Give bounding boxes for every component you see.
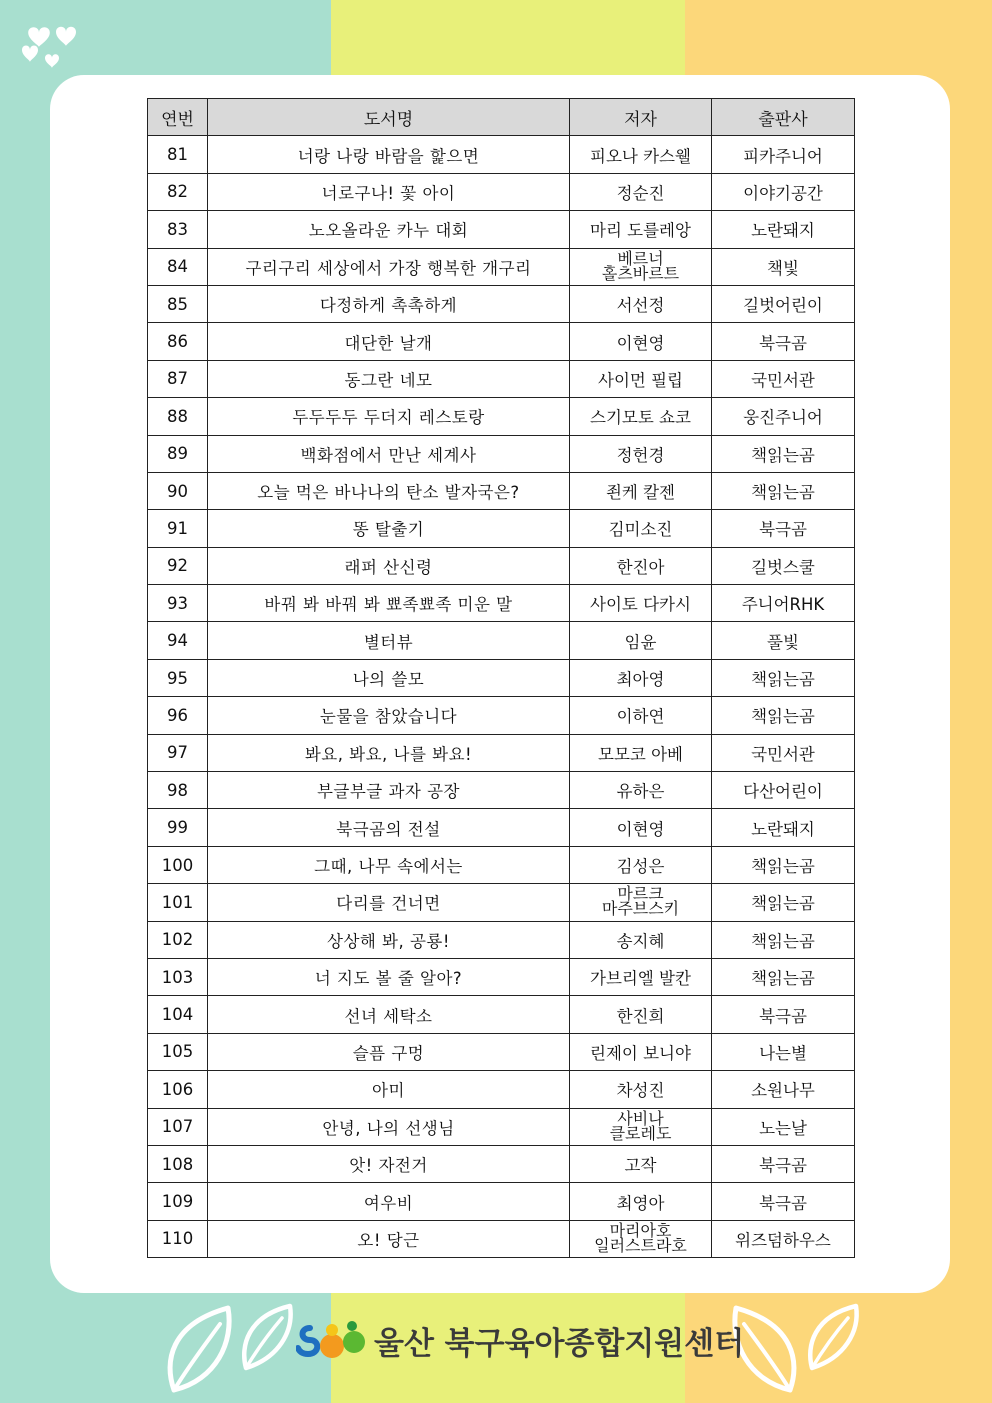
- cell-author: 최아영: [570, 659, 712, 696]
- heart-cluster-icon: [16, 20, 82, 76]
- table-row: [148, 510, 855, 547]
- cell-publisher: 이야기공간: [712, 173, 855, 210]
- cell-publisher: 노는날: [712, 1108, 855, 1145]
- cell-author: 이현영: [570, 323, 712, 360]
- cell-author: 린제이 보니야: [570, 1033, 712, 1070]
- cell-number: 102: [148, 921, 208, 958]
- cell-publisher: 책읽는곰: [712, 958, 855, 995]
- cell-number: 92: [148, 547, 208, 584]
- cell-publisher: 책읽는곰: [712, 659, 855, 696]
- header-book-title: 도서명: [208, 99, 570, 136]
- cell-author: 김성은: [570, 846, 712, 883]
- table-row: [148, 547, 855, 584]
- cell-number: 83: [148, 211, 208, 248]
- cell-publisher: 웅진주니어: [712, 398, 855, 435]
- cell-author: 마리 도를레앙: [570, 211, 712, 248]
- cell-number: 84: [148, 248, 208, 285]
- cell-author-text: 사비나 클로레도: [609, 1108, 672, 1143]
- cell-author: 가브리엘 발칸: [570, 958, 712, 995]
- cell-publisher: 책읽는곰: [712, 921, 855, 958]
- leaf-outline-icon: [238, 1302, 296, 1372]
- header-author: 저자: [570, 99, 712, 136]
- table-row: [148, 846, 855, 883]
- cell-book-title: 선녀 세탁소: [208, 996, 570, 1033]
- cell-publisher: 주니어RHK: [712, 585, 855, 622]
- cell-publisher: 책읽는곰: [712, 697, 855, 734]
- cell-author-text: 마르크 마주브스키: [601, 884, 680, 919]
- cell-publisher: 책빛: [712, 248, 855, 285]
- table-row: [148, 772, 855, 809]
- table-row: [148, 1108, 855, 1145]
- cell-book-title: 똥 탈출기: [208, 510, 570, 547]
- cell-author: 한진아: [570, 547, 712, 584]
- cell-author: 임윤: [570, 622, 712, 659]
- cell-publisher: 길벗어린이: [712, 285, 855, 322]
- table-row: [148, 884, 855, 921]
- cell-publisher: 피카주니어: [712, 136, 855, 173]
- cell-publisher: 노란돼지: [712, 211, 855, 248]
- cell-number: 110: [148, 1220, 208, 1257]
- cell-publisher: 책읽는곰: [712, 884, 855, 921]
- cell-number: 105: [148, 1033, 208, 1070]
- cell-number: 91: [148, 510, 208, 547]
- cell-number: 99: [148, 809, 208, 846]
- cell-book-title: 바꿔 봐 바꿔 봐 뾰족뾰족 미운 말: [208, 585, 570, 622]
- organization-logo: [296, 1318, 744, 1362]
- leaf-outline-icon: [160, 1302, 236, 1394]
- table-row: [148, 248, 855, 285]
- cell-publisher: 소원나무: [712, 1071, 855, 1108]
- cell-author: 김미소진: [570, 510, 712, 547]
- cell-number: 100: [148, 846, 208, 883]
- cell-book-title: 두두두두 두더지 레스토랑: [208, 398, 570, 435]
- cell-publisher: 북극곰: [712, 996, 855, 1033]
- cell-publisher: 책읽는곰: [712, 472, 855, 509]
- table-row: [148, 398, 855, 435]
- cell-number: 108: [148, 1145, 208, 1182]
- cell-author: 송지혜: [570, 921, 712, 958]
- cell-book-title: 동그란 네모: [208, 360, 570, 397]
- table-row: [148, 1183, 855, 1220]
- cell-author: 죈케 칼젠: [570, 472, 712, 509]
- table-row: [148, 622, 855, 659]
- table-row: [148, 1145, 855, 1182]
- cell-book-title: 오! 당근: [208, 1220, 570, 1257]
- cell-book-title: 백화점에서 만난 세계사: [208, 435, 570, 472]
- cell-number: 109: [148, 1183, 208, 1220]
- cell-book-title: 북극곰의 전설: [208, 809, 570, 846]
- table-row: [148, 1033, 855, 1070]
- cell-book-title: 아미: [208, 1071, 570, 1108]
- cell-author-text: 마리아호 일러스트라호: [594, 1220, 687, 1255]
- cell-book-title: 래퍼 산신령: [208, 547, 570, 584]
- cell-book-title: 너랑 나랑 바람을 핥으면: [208, 136, 570, 173]
- cell-author: 정헌경: [570, 435, 712, 472]
- cell-author: 서선정: [570, 285, 712, 322]
- cell-author: 차성진: [570, 1071, 712, 1108]
- cell-book-title: 너로구나! 꽃 아이: [208, 173, 570, 210]
- cell-number: 98: [148, 772, 208, 809]
- cell-author: 정순진: [570, 173, 712, 210]
- table-row: [148, 996, 855, 1033]
- cell-author: [570, 1108, 712, 1145]
- cell-number: 81: [148, 136, 208, 173]
- cell-publisher: 책읽는곰: [712, 846, 855, 883]
- cell-publisher: 나는별: [712, 1033, 855, 1070]
- cell-author: [570, 248, 712, 285]
- table-row: [148, 921, 855, 958]
- cell-author: 스기모토 쇼코: [570, 398, 712, 435]
- cell-publisher: 북극곰: [712, 1145, 855, 1182]
- table-row: [148, 697, 855, 734]
- cell-number: 103: [148, 958, 208, 995]
- cell-author: [570, 1220, 712, 1257]
- cell-number: 107: [148, 1108, 208, 1145]
- cell-author: 이현영: [570, 809, 712, 846]
- cell-author: 유하은: [570, 772, 712, 809]
- cell-number: 106: [148, 1071, 208, 1108]
- cell-publisher: 북극곰: [712, 323, 855, 360]
- cell-book-title: 상상해 봐, 공룡!: [208, 921, 570, 958]
- table-row: [148, 958, 855, 995]
- table-row: [148, 1220, 855, 1257]
- sun-family-logo-icon: [296, 1318, 368, 1362]
- cell-author: 사이토 다카시: [570, 585, 712, 622]
- cell-publisher: 길벗스쿨: [712, 547, 855, 584]
- cell-book-title: 슬픔 구멍: [208, 1033, 570, 1070]
- cell-number: 104: [148, 996, 208, 1033]
- cell-publisher: 풀빛: [712, 622, 855, 659]
- cell-book-title: 너 지도 볼 줄 알아?: [208, 958, 570, 995]
- cell-number: 93: [148, 585, 208, 622]
- cell-book-title: 눈물을 참았습니다: [208, 697, 570, 734]
- cell-book-title: 봐요, 봐요, 나를 봐요!: [208, 734, 570, 771]
- cell-author: 최영아: [570, 1183, 712, 1220]
- cell-number: 88: [148, 398, 208, 435]
- cell-publisher: 책읽는곰: [712, 435, 855, 472]
- header-publisher: 출판사: [712, 99, 855, 136]
- table-row: [148, 323, 855, 360]
- cell-book-title: 별터뷰: [208, 622, 570, 659]
- cell-number: 96: [148, 697, 208, 734]
- cell-author-text: 베르너 홀츠바르트: [601, 248, 680, 283]
- header-number: 연번: [148, 99, 208, 136]
- cell-publisher: 북극곰: [712, 1183, 855, 1220]
- table-row: [148, 734, 855, 771]
- table-row: [148, 285, 855, 322]
- cell-book-title: 다정하게 촉촉하게: [208, 285, 570, 322]
- cell-number: 87: [148, 360, 208, 397]
- cell-book-title: 다리를 건너면: [208, 884, 570, 921]
- cell-author: 한진희: [570, 996, 712, 1033]
- cell-author: 사이먼 필립: [570, 360, 712, 397]
- cell-number: 89: [148, 435, 208, 472]
- table-row: [148, 173, 855, 210]
- cell-publisher: 위즈덤하우스: [712, 1220, 855, 1257]
- table-row: [148, 585, 855, 622]
- cell-publisher: 국민서관: [712, 360, 855, 397]
- cell-book-title: 안녕, 나의 선생님: [208, 1108, 570, 1145]
- cell-number: 82: [148, 173, 208, 210]
- cell-publisher: 다산어린이: [712, 772, 855, 809]
- cell-number: 94: [148, 622, 208, 659]
- cell-author: [570, 884, 712, 921]
- cell-book-title: 오늘 먹은 바나나의 탄소 발자국은?: [208, 472, 570, 509]
- cell-author: 이하연: [570, 697, 712, 734]
- cell-publisher: 국민서관: [712, 734, 855, 771]
- cell-author: 고작: [570, 1145, 712, 1182]
- table-row: [148, 472, 855, 509]
- table-row: [148, 360, 855, 397]
- book-list-table: [147, 98, 855, 1258]
- table-row: [148, 211, 855, 248]
- cell-book-title: 나의 쓸모: [208, 659, 570, 696]
- table-row: [148, 809, 855, 846]
- cell-number: 90: [148, 472, 208, 509]
- cell-number: 86: [148, 323, 208, 360]
- cell-author: 피오나 카스웰: [570, 136, 712, 173]
- table-header-row: [148, 99, 855, 136]
- table-row: [148, 659, 855, 696]
- organization-name: 울산 북구육아종합지원센터: [374, 1325, 745, 1362]
- table-row: [148, 1071, 855, 1108]
- cell-number: 101: [148, 884, 208, 921]
- cell-book-title: 그때, 나무 속에서는: [208, 846, 570, 883]
- table-row: [148, 136, 855, 173]
- cell-number: 97: [148, 734, 208, 771]
- cell-number: 95: [148, 659, 208, 696]
- cell-book-title: 노오올라운 카누 대회: [208, 211, 570, 248]
- cell-publisher: 노란돼지: [712, 809, 855, 846]
- cell-number: 85: [148, 285, 208, 322]
- cell-author: 모모코 아베: [570, 734, 712, 771]
- table-row: [148, 435, 855, 472]
- cell-publisher: 북극곰: [712, 510, 855, 547]
- leaf-outline-icon: [804, 1302, 862, 1372]
- cell-book-title: 구리구리 세상에서 가장 행복한 개구리: [208, 248, 570, 285]
- cell-book-title: 부글부글 과자 공장: [208, 772, 570, 809]
- cell-book-title: 앗! 자전거: [208, 1145, 570, 1182]
- cell-book-title: 여우비: [208, 1183, 570, 1220]
- cell-book-title: 대단한 날개: [208, 323, 570, 360]
